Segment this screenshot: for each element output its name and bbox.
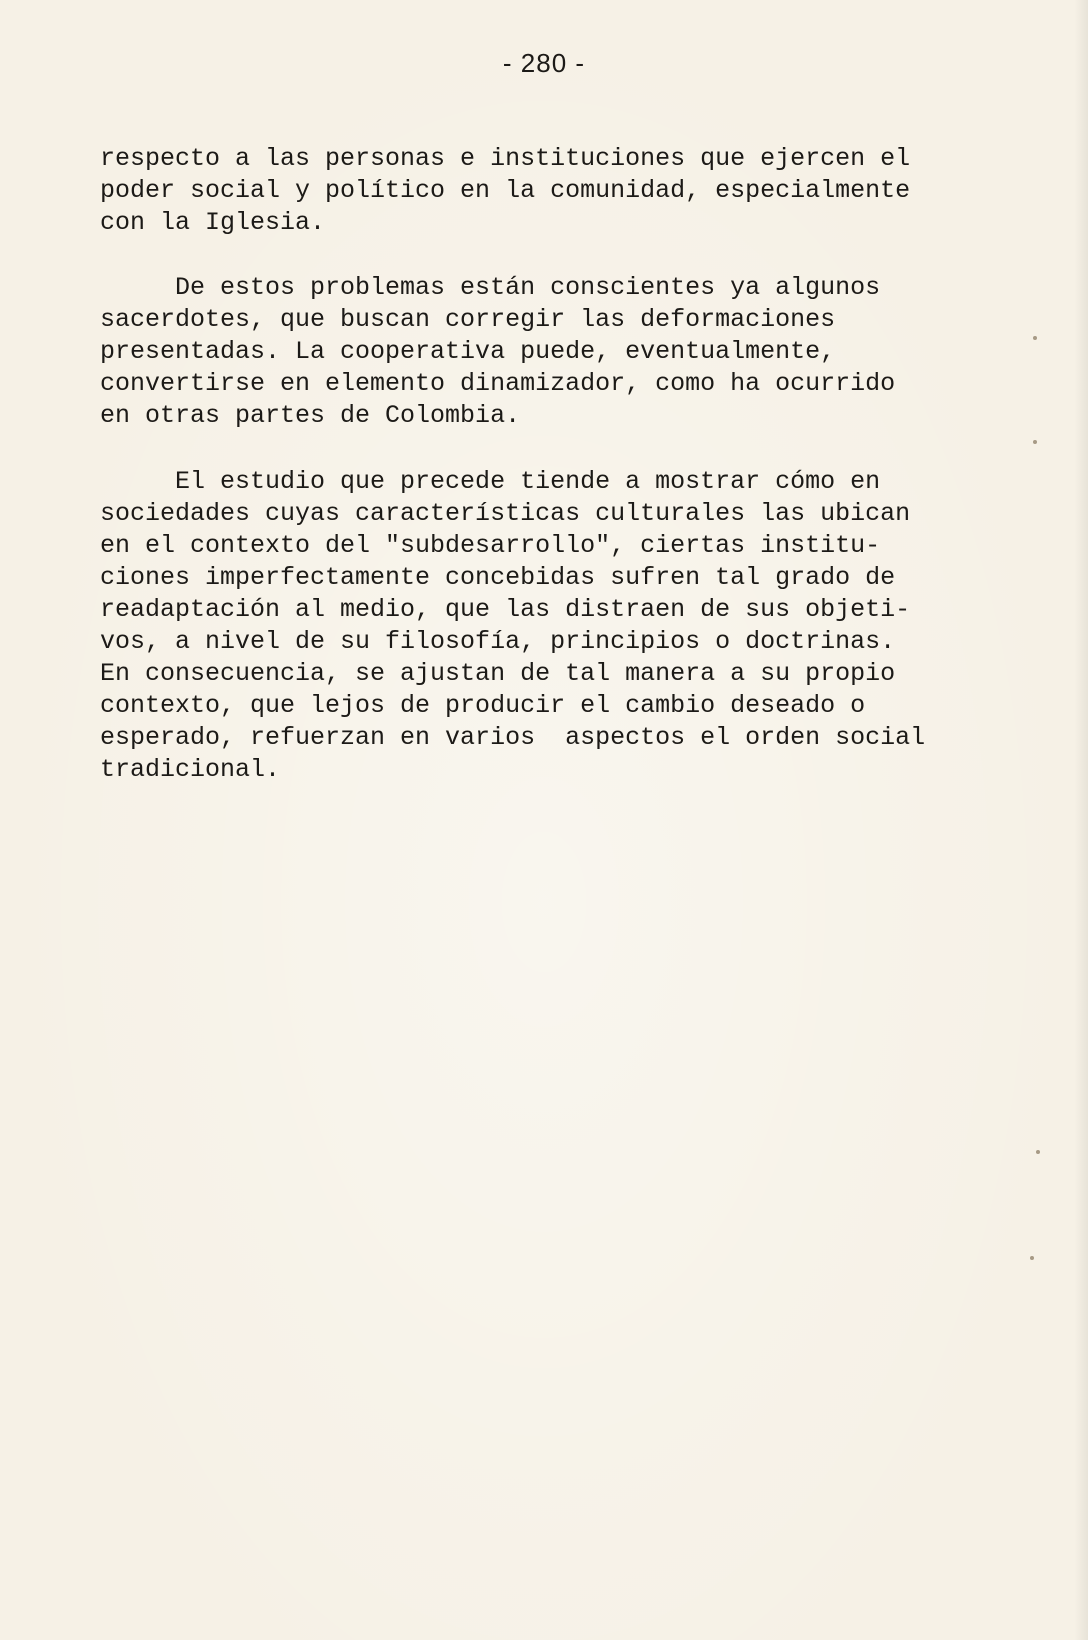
paragraph-2: De estos problemas están conscientes ya algunos sacerdotes, que buscan corregir las deformaciones presentadas. La cooperativa puede, eventualmente, convertirse en elemento dinamizador, como ha ocurrido en otras partes de Colombia. — [100, 273, 896, 430]
paper-speck — [1033, 440, 1037, 444]
paper-speck — [1033, 336, 1037, 340]
page-number: - 280 - — [502, 48, 586, 78]
page-edge-shadow — [1074, 0, 1088, 1640]
paper-speck — [1030, 1256, 1034, 1260]
paper-speck — [1036, 1150, 1040, 1154]
paragraph-3: El estudio que precede tiende a mostrar cómo en sociedades cuyas características culturales las ubican en el contexto del "subdesarrollo", ciertas institu- ciones imperfectamente concebidas sufren tal grado de readaptación al medio, que las distraen de sus objeti- vos, a nivel de su filosofía, principios o doctrinas. En consecuencia, se ajustan de tal manera a su propio contexto, que lejos de producir el cambio deseado o esperado, refuerzan en varios aspectos el orden social tradicional. — [100, 467, 926, 784]
paragraph-1: respecto a las personas e instituciones que ejercen el poder social y político en la comunidad, especialmente con la Iglesia. — [100, 144, 911, 237]
